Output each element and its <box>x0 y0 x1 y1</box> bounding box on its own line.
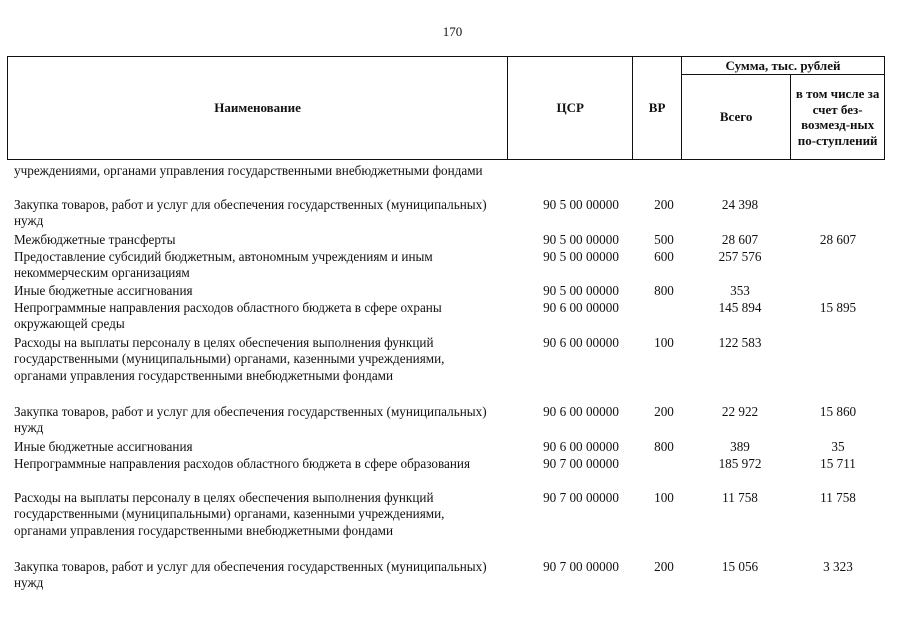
cell-total: 145 894 <box>718 300 762 315</box>
cell-total: 24 398 <box>721 197 759 212</box>
header-csr: ЦСР <box>508 57 633 160</box>
table-row <box>0 456 905 489</box>
cell-total: 389 <box>730 439 750 454</box>
table-row <box>0 439 905 455</box>
cell-csr: 90 5 00 00000 <box>543 283 619 298</box>
cell-free: 28 607 <box>819 232 857 247</box>
cell-total: 28 607 <box>721 232 759 247</box>
cell-total: 185 972 <box>718 456 762 471</box>
cell-name: Предоставление субсидий бюджетным, автономным учреждениям и иным некоммерческим организациям <box>14 249 433 281</box>
cell-total: 11 758 <box>722 490 758 505</box>
header-sum: Сумма, тыс. рублей <box>681 57 884 75</box>
header-vr: ВР <box>633 57 682 160</box>
cell-vr: 100 <box>654 490 674 505</box>
cell-vr: 600 <box>654 249 674 264</box>
table-row <box>0 300 905 333</box>
table-row <box>0 559 905 592</box>
cell-name: Закупка товаров, работ и услуг для обеспечения государственных (муниципальных) нужд <box>14 404 487 436</box>
table-row <box>0 404 905 437</box>
cell-total: 257 576 <box>718 249 762 264</box>
cell-name: Непрограммные направления расходов областного бюджета в сфере охраны окружающей среды <box>14 300 442 332</box>
cell-vr: 200 <box>654 197 674 212</box>
table-row <box>0 232 905 248</box>
cell-vr: 100 <box>654 335 674 350</box>
cell-name: Непрограммные направления расходов областного бюджета в сфере образования <box>14 456 471 471</box>
cell-vr: 200 <box>654 404 674 419</box>
cell-csr: 90 6 00 00000 <box>543 300 619 315</box>
cell-total: 15 056 <box>721 559 759 574</box>
cell-name: Расходы на выплаты персоналу в целях обеспечения выполнения функций государственными (муниципальными) органами, казенными учреждениями, органами управления государственными внебюджетными фондами <box>14 490 445 538</box>
cell-name: Закупка товаров, работ и услуг для обеспечения государственных (муниципальных) нужд <box>14 559 487 591</box>
cell-csr: 90 5 00 00000 <box>543 232 619 247</box>
table-row <box>0 490 905 556</box>
cell-name: Расходы на выплаты персоналу в целях обеспечения выполнения функций государственными (муниципальными) органами, казенными учреждениями, органами управления государственными внебюджетными фондами <box>14 335 445 383</box>
cell-free: 15 895 <box>819 300 857 315</box>
table-header <box>7 56 885 160</box>
cell-total: 122 583 <box>718 335 762 350</box>
cell-csr: 90 7 00 00000 <box>543 490 619 505</box>
table-row <box>0 197 905 230</box>
header-total: Всего <box>681 75 790 160</box>
cell-csr: 90 5 00 00000 <box>543 249 619 264</box>
cell-free: 15 860 <box>819 404 857 419</box>
cell-total: 22 922 <box>721 404 759 419</box>
cell-csr: 90 7 00 00000 <box>543 559 619 574</box>
table-row <box>0 249 905 282</box>
cell-csr: 90 7 00 00000 <box>543 456 619 471</box>
table-row <box>0 283 905 299</box>
cell-vr: 800 <box>654 439 674 454</box>
cell-vr: 500 <box>654 232 674 247</box>
cell-free: 35 <box>831 439 845 454</box>
cell-csr: 90 6 00 00000 <box>543 404 619 419</box>
header-free: в том числе за счет без-возмезд-ных по-ступлений <box>791 75 885 160</box>
cell-free: 11 758 <box>820 490 856 505</box>
header-name: Наименование <box>8 57 508 160</box>
cell-free: 3 323 <box>823 559 853 574</box>
cell-name: Иные бюджетные ассигнования <box>14 439 193 454</box>
cell-name: Иные бюджетные ассигнования <box>14 283 193 298</box>
cell-name: учреждениями, органами управления государственными внебюджетными фондами <box>14 163 483 178</box>
table-row <box>0 335 905 401</box>
cell-csr: 90 6 00 00000 <box>543 439 619 454</box>
cell-csr: 90 5 00 00000 <box>543 197 619 212</box>
cell-csr: 90 6 00 00000 <box>543 335 619 350</box>
page-number: 170 <box>442 24 463 39</box>
cell-name: Закупка товаров, работ и услуг для обеспечения государственных (муниципальных) нужд <box>14 197 487 229</box>
cell-vr: 200 <box>654 559 674 574</box>
cell-free: 15 711 <box>820 456 856 471</box>
cell-vr: 800 <box>654 283 674 298</box>
cell-total: 353 <box>730 283 750 298</box>
table-row <box>0 163 905 196</box>
cell-name: Межбюджетные трансферты <box>14 232 176 247</box>
